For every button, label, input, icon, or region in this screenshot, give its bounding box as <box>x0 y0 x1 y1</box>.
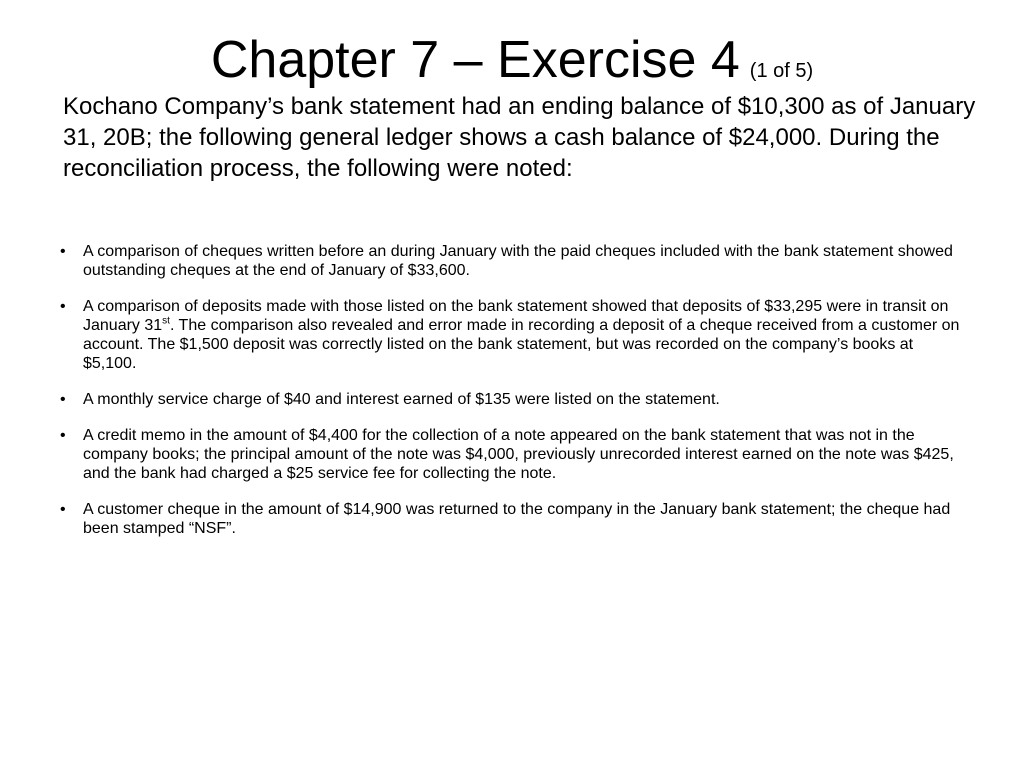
bullet-item <box>60 500 970 538</box>
bullet-text: A monthly service charge of $40 and interest earned of $135 were listed on the statement. <box>83 391 720 408</box>
bullet-item <box>60 390 970 409</box>
intro-paragraph: Kochano Company’s bank statement had an ending balance of $10,300 as of January 31, 20B; the following general ledger shows a cash balance of $24,000. During the reconciliation process, the following were noted: <box>63 93 976 182</box>
bullet-list <box>60 242 970 555</box>
bullet-icon: • <box>60 427 66 444</box>
bullet-text-part: A comparison of deposits made with those listed on the bank statement showed that deposits of $33,295 were in transit on January 31 <box>83 298 949 334</box>
bullet-item <box>60 242 970 280</box>
bullet-text: A comparison of cheques written before an during January with the paid cheques included with the bank statement showed outstanding cheques at the end of January of $33,600. <box>83 243 953 279</box>
bullet-icon: • <box>60 391 66 408</box>
bullet-item <box>60 426 970 483</box>
bullet-text: A credit memo in the amount of $4,400 for the collection of a note appeared on the bank statement that was not in the company books; the principal amount of the note was $4,000, previously unrecorded interest earned on the note was $425, and the bank had charged a $25 service fee for collecting the note. <box>83 427 954 482</box>
bullet-icon: • <box>60 243 66 260</box>
ordinal-suffix: st <box>162 315 170 327</box>
title-text: Chapter 7 – Exercise 4 <box>210 31 740 89</box>
bullet-text: A customer cheque in the amount of $14,900 was returned to the company in the January bank statement; the cheque had been stamped “NSF”. <box>83 501 951 537</box>
bullet-icon: • <box>60 501 66 518</box>
bullet-item <box>60 297 970 373</box>
bullet-text <box>83 298 959 372</box>
bullet-text-part: . The comparison also revealed and error made in recording a deposit of a cheque received from a customer on account. The $1,500 deposit was correctly listed on the bank statement, but was recorded on the company’s books at $5,100. <box>83 317 960 372</box>
bullet-icon: • <box>60 298 66 315</box>
title-page-indicator: (1 of 5) <box>749 60 814 82</box>
